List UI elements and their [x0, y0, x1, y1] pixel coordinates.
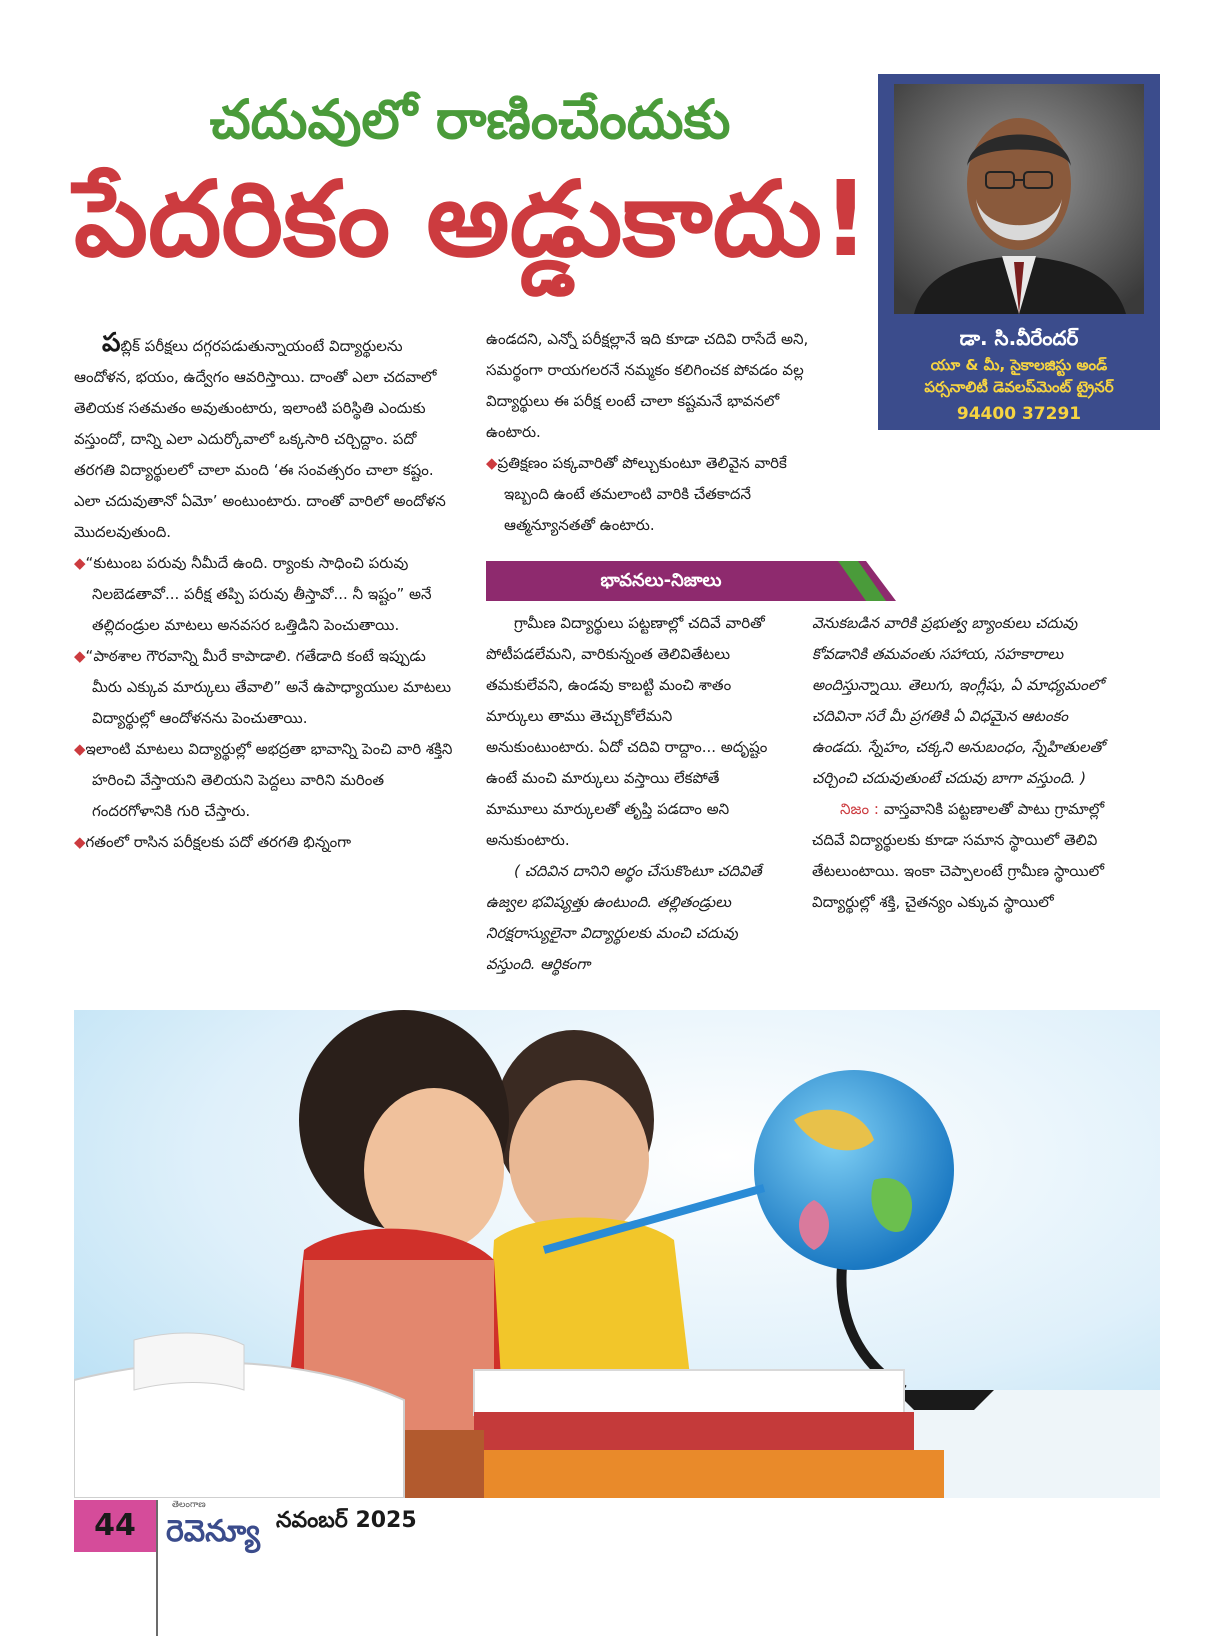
column-4: [812, 608, 1112, 918]
headline: పేదరికం అడ్డుకాదు!: [74, 158, 870, 280]
page-number: 44: [74, 1500, 156, 1552]
intro-text: బ్లిక్ పరీక్షలు దగ్గరపడుతున్నాయంటే విద్యార్థులను ఆందోళన, భయం, ఉద్వేగం ఆవరిస్తాయి. దాంతో ఎలా చదవాలో తెలియక సతమతం అవుతుంటారు, ఇలాంటి పరిస్థితి ఎందుకు వస్తుందో, దాన్ని ఎలా ఎదుర్కోవాలో ఒక్కసారి చర్చిద్దాం. పదో తరగతి విద్యార్థులలో చాలా మంది ‘ఈ సంవత్సరం చాలా కష్టం. ఎలా చదువుతానో ఏమో’ అంటుంటారు. దాంతో వారిలో అందోళన మొదలవుతుంది.: [74, 337, 446, 541]
author-name: డా. సి.వీరేందర్: [959, 326, 1079, 350]
author-phone: 94400 37291: [956, 404, 1082, 424]
author-portrait-image: [894, 84, 1144, 314]
myth-paragraph: గ్రామీణ విద్యార్థులు పట్టణాల్లో చదివే వారితో పోటీపడలేమని, వారికున్నంత తెలివితేటలు తమకులేవని, ఉండవు కాబట్టి మంచి శాతం మార్కులు తాము తెచ్చుకోలేమని అనుకుంటుంటారు. ఏదో చదివి రాద్దాం... అదృష్టం ఉంటే మంచి మార్కులు వస్తాయి లేకపోతే మామూలు మార్కులతో తృప్తి పడదాం అని అనుకుంటారు.: [486, 614, 768, 849]
continued-paragraph: ఉండదని, ఎన్నో పరీక్షల్లానే ఇది కూడా చదివి రాసేదే అని, సమర్థంగా రాయగలరనే నమ్మకం కలిగించక పోవడం వల్ల విద్యార్థులు ఈ పరీక్ష లంటే చాలా కష్టమనే భావనలో ఉంటారు.: [486, 330, 809, 441]
illustration-image: [74, 1010, 1160, 1498]
bullet-item: ◆ఇలాంటి మాటలు విద్యార్థుల్లో అభద్రతా భావాన్ని పెంచి వారి శక్తిని హరించి వేస్తాయని తెలియని పెద్దలు వారిని మరింత గందరగోళానికి గురి చేస్తారు.: [74, 740, 453, 820]
column-2: [486, 324, 830, 541]
bullet-item: ◆“పాఠశాల గౌరవాన్ని మీరే కాపాడాలి. గతేడాది కంటే ఇప్పుడు మీరు ఎక్కువ మార్కులు తేవాలి” అనే ఉపాధ్యాయుల మాటలు విద్యార్థుల్లో ఆందోళనను పెంచుతాయి.: [74, 647, 452, 727]
bullet-item: ◆గతంలో రాసిన పరీక్షలకు పదో తరగతి భిన్నంగా: [74, 833, 352, 851]
author-role: [878, 354, 1160, 398]
magazine-kicker: తెలంగాణ: [172, 1500, 206, 1510]
author-role-line2: పర్సనాలిటీ డెవలప్‌మెంట్ ట్రైనర్: [924, 378, 1114, 396]
author-photo: [894, 84, 1144, 314]
diamond-bullet-icon: ◆: [74, 554, 86, 572]
italic-paragraph: ( చదివిన దానిని అర్థం చేసుకొంటూ చదివితే ఉజ్వల భవిష్యత్తు ఉంటుంది. తల్లితండ్రులు నిరక్షరాస్యులైనా విద్యార్థులకు మంచి చదువు వస్తుంది. ఆర్థికంగా: [486, 862, 762, 973]
column-3: [486, 608, 782, 980]
drop-cap: ప: [102, 328, 121, 358]
column-1: [74, 328, 458, 858]
issue-date: నవంబర్ 2025: [276, 1508, 417, 1533]
bullet-item: ◆“కుటుంబ పరువు నీమీదే ఉంది. ర్యాంకు సాధించి పరువు నిలబెడతావో... పరీక్ష తప్పి పరువు తీస్తావో... నీ ఇష్టం” అనే తల్లిదండ్రుల మాటలు అనవసర ఒత్తిడిని పెంచుతాయి.: [74, 554, 432, 634]
kicker-title: చదువులో రాణించేందుకు: [209, 88, 731, 151]
bullet-item: ◆ప్రతిక్షణం పక్కవారితో పోల్చుకుంటూ తెలివైన వారికే ఇబ్బంది ఉంటే తమలాంటి వారికి చేతకాదనే ఆత్మన్యూనతతో ఉంటారు.: [486, 454, 787, 534]
italic-continued: వెనుకబడిన వారికి ప్రభుత్వ బ్యాంకులు చదువు కోవడానికి తమవంతు సహాయ, సహకారాలు అందిస్తున్నాయి. తెలుగు, ఇంగ్లీషు, ఏ మాధ్యమంలో చదివినా సరే మీ ప్రగతికి ఏ విధమైన ఆటంకం ఉండదు. స్నేహం, చక్కని అనుబంధం, స్నేహితులతో చర్చించి చదువుతుంటే చదువు బాగా వస్తుంది. ): [812, 614, 1105, 787]
author-role-line1: యూ & మీ, సైకాలజిస్టు అండ్: [930, 356, 1108, 374]
fact-label: నిజం :: [840, 800, 879, 818]
footer-divider: [156, 1500, 158, 1636]
intro-paragraph: [74, 328, 458, 548]
diamond-bullet-icon: ◆: [74, 740, 86, 758]
magazine-name: రెవెన్యూ: [166, 1514, 260, 1549]
children-globe-illustration: [74, 1010, 1160, 1498]
diamond-bullet-icon: ◆: [486, 454, 498, 472]
diamond-bullet-icon: ◆: [74, 833, 86, 851]
section-title: భావనలు-నిజాలు: [600, 570, 722, 591]
diamond-bullet-icon: ◆: [74, 647, 86, 665]
fact-paragraph: నిజం : వాస్తవానికి పట్టణాలతో పాటు గ్రామాల్లో చదివే విద్యార్థులకు కూడా సమాన స్థాయిలో తెలివి తేటలుంటాయి. ఇంకా చెప్పాలంటే గ్రామీణ స్థాయిలో విద్యార్థుల్లో శక్తి, చైతన్యం ఎక్కువ స్థాయిలో: [812, 800, 1105, 911]
